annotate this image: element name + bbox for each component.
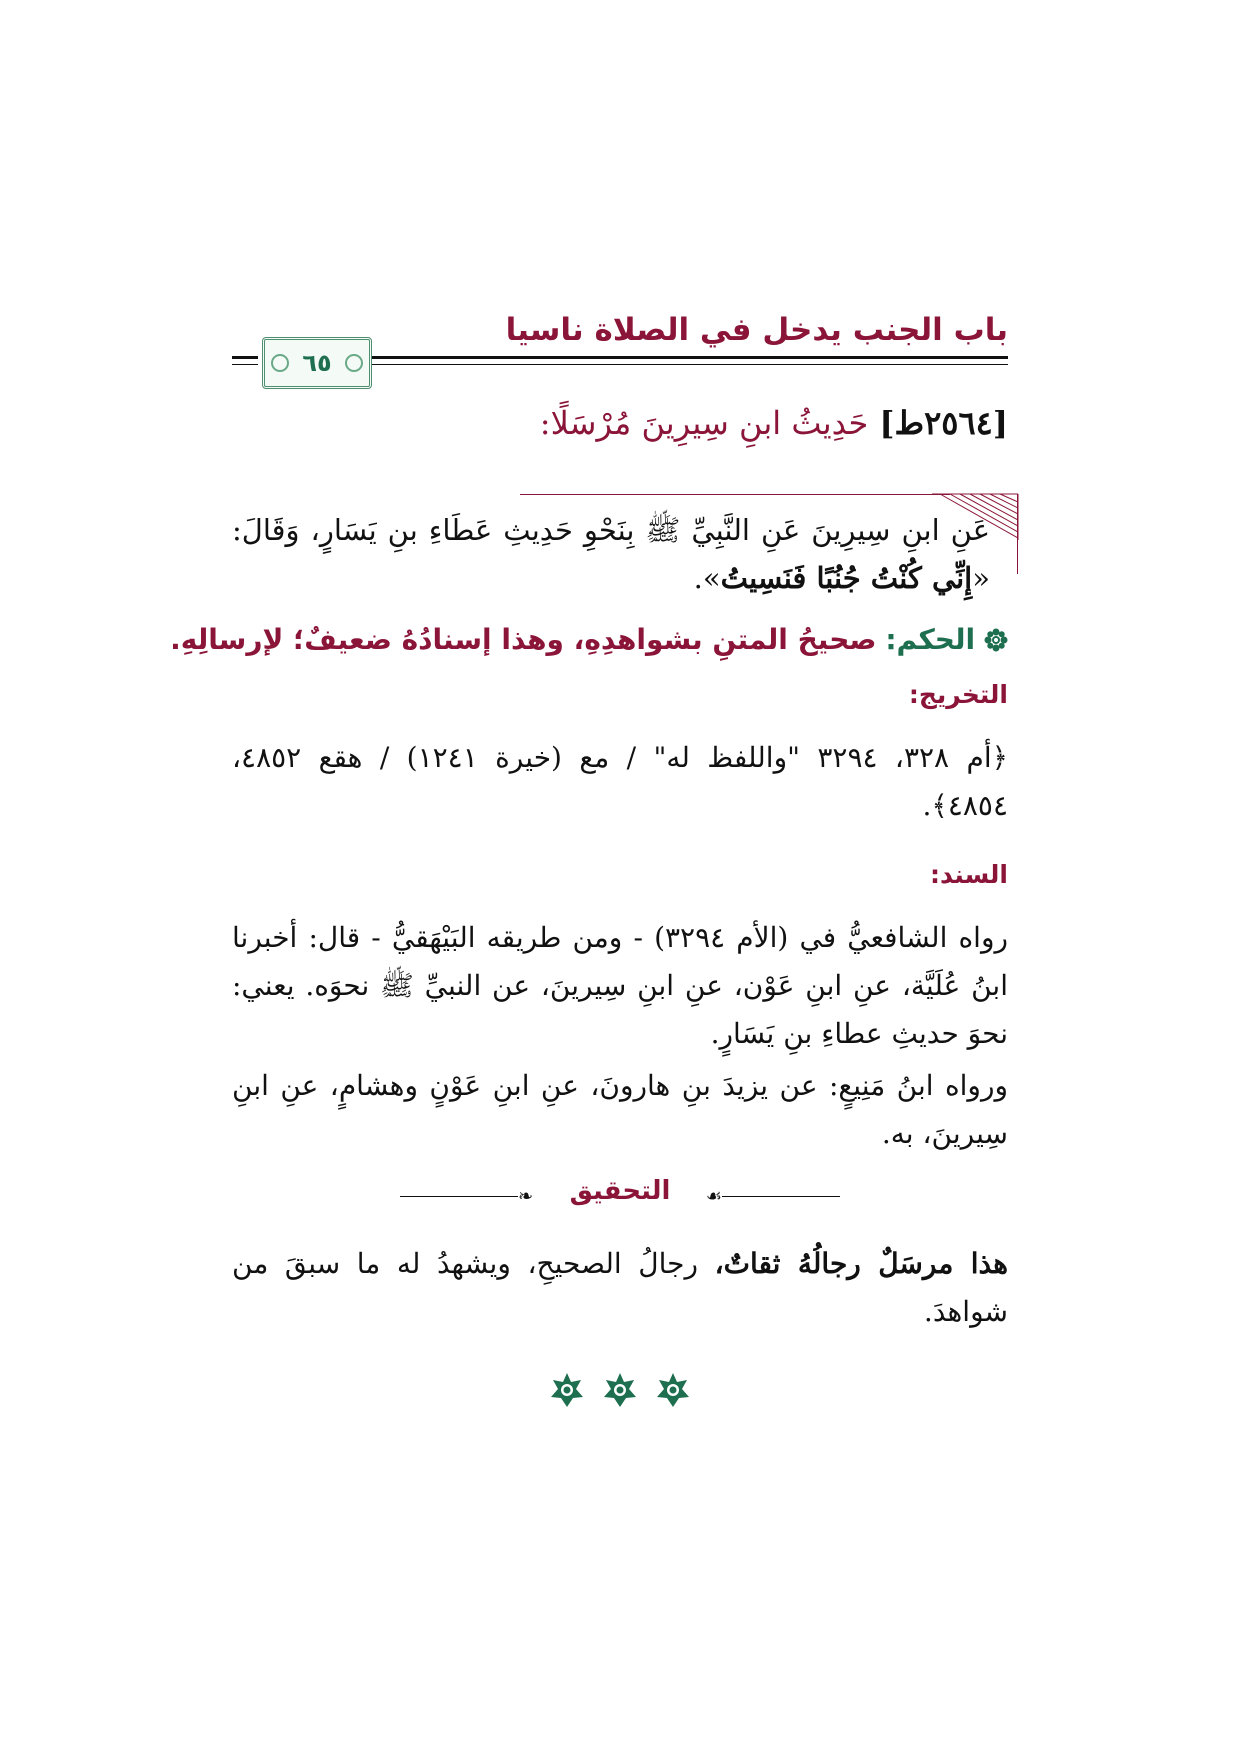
ruling-value: صحيحُ المتنِ بشواهدِهِ، وهذا إسنادُهُ ضعيفٌ؛ لإرسالِهِ. [170, 623, 877, 656]
sanad-label: السند: [929, 860, 1008, 889]
takhrij-text: ﴿أم ٣٢٨، ٣٢٩٤ "واللفظ له" / مع (خيرة ١٢٤١) / هقع ٤٨٥٢، ٤٨٥٤﴾. [232, 741, 1009, 822]
divider-ornament-right-icon: ☙ [705, 1186, 722, 1207]
sanad-paragraph-2: ورواه ابنُ مَنِيعٍ: عن يزيدَ بنِ هارونَ، عنِ ابنِ عَوْنٍ وهشامٍ، عنِ ابنِ سِيرينَ، به. [232, 1069, 1008, 1150]
matn-frame-top [520, 494, 950, 495]
page-number-badge [262, 337, 372, 389]
matn-end: ». [693, 561, 721, 595]
tahqiq-divider [400, 1176, 840, 1216]
matn-bold-text: إِنِّي كُنْتُ جُنُبًا فَنَسِيتُ [720, 561, 973, 595]
tahqiq-bold-lead: هذا مرسَلٌ رجالُهُ ثقاتٌ، [714, 1247, 1008, 1280]
tahqiq-text [232, 1240, 1008, 1336]
hadith-number: [٢٥٦٤ط] [879, 404, 1008, 442]
star-ornament-icon [549, 1372, 585, 1412]
header-rule [372, 356, 1008, 365]
hadith-title: حَدِيثُ ابنِ سِيرِينَ مُرْسَلًا: [539, 404, 869, 442]
sanad-paragraph-1: رواه الشافعيُّ في (الأم ٣٢٩٤) - ومن طريقه البَيْهَقيُّ - قال: أخبرنا ابنُ عُلَيَّة، عنِ ابنِ عَوْن، عنِ ابنِ سِيرينَ، عن النبيِّ ﷺ نحوَه. يعني: نحوَ حديثِ عطاءِ بنِ يَسَارٍ. [232, 921, 1008, 1050]
end-ornaments [0, 1372, 1240, 1412]
tahqiq-body: رجالُ الصحيحِ، ويشهدُ له ما سبقَ من شواهدَ. [232, 1247, 1008, 1328]
chapter-title: باب الجنب يدخل في الصلاة ناسيا [505, 312, 1008, 348]
matn-text: عَنِ ابنِ سِيرِينَ عَنِ النَّبِيِّ ﷺ بِنَحْوِ حَدِيثِ عَطَاءِ بنِ يَسَارٍ، وَقَالَ: « [232, 513, 990, 595]
header-rule-short [232, 356, 258, 365]
page-number: ٦٥ [302, 349, 332, 377]
ruling-line [170, 623, 1008, 656]
flower-ornament-icon [984, 628, 1008, 652]
hadith-matn [232, 506, 990, 602]
ruling-label: الحكم: [885, 623, 976, 656]
star-ornament-icon [602, 1372, 638, 1412]
star-ornament-icon [655, 1372, 691, 1412]
tahqiq-title: التحقيق [569, 1176, 671, 1206]
hadith-heading [540, 404, 1008, 442]
takhrij-label: التخريج: [908, 680, 1008, 709]
divider-ornament-left-icon: ❧ [518, 1186, 534, 1207]
